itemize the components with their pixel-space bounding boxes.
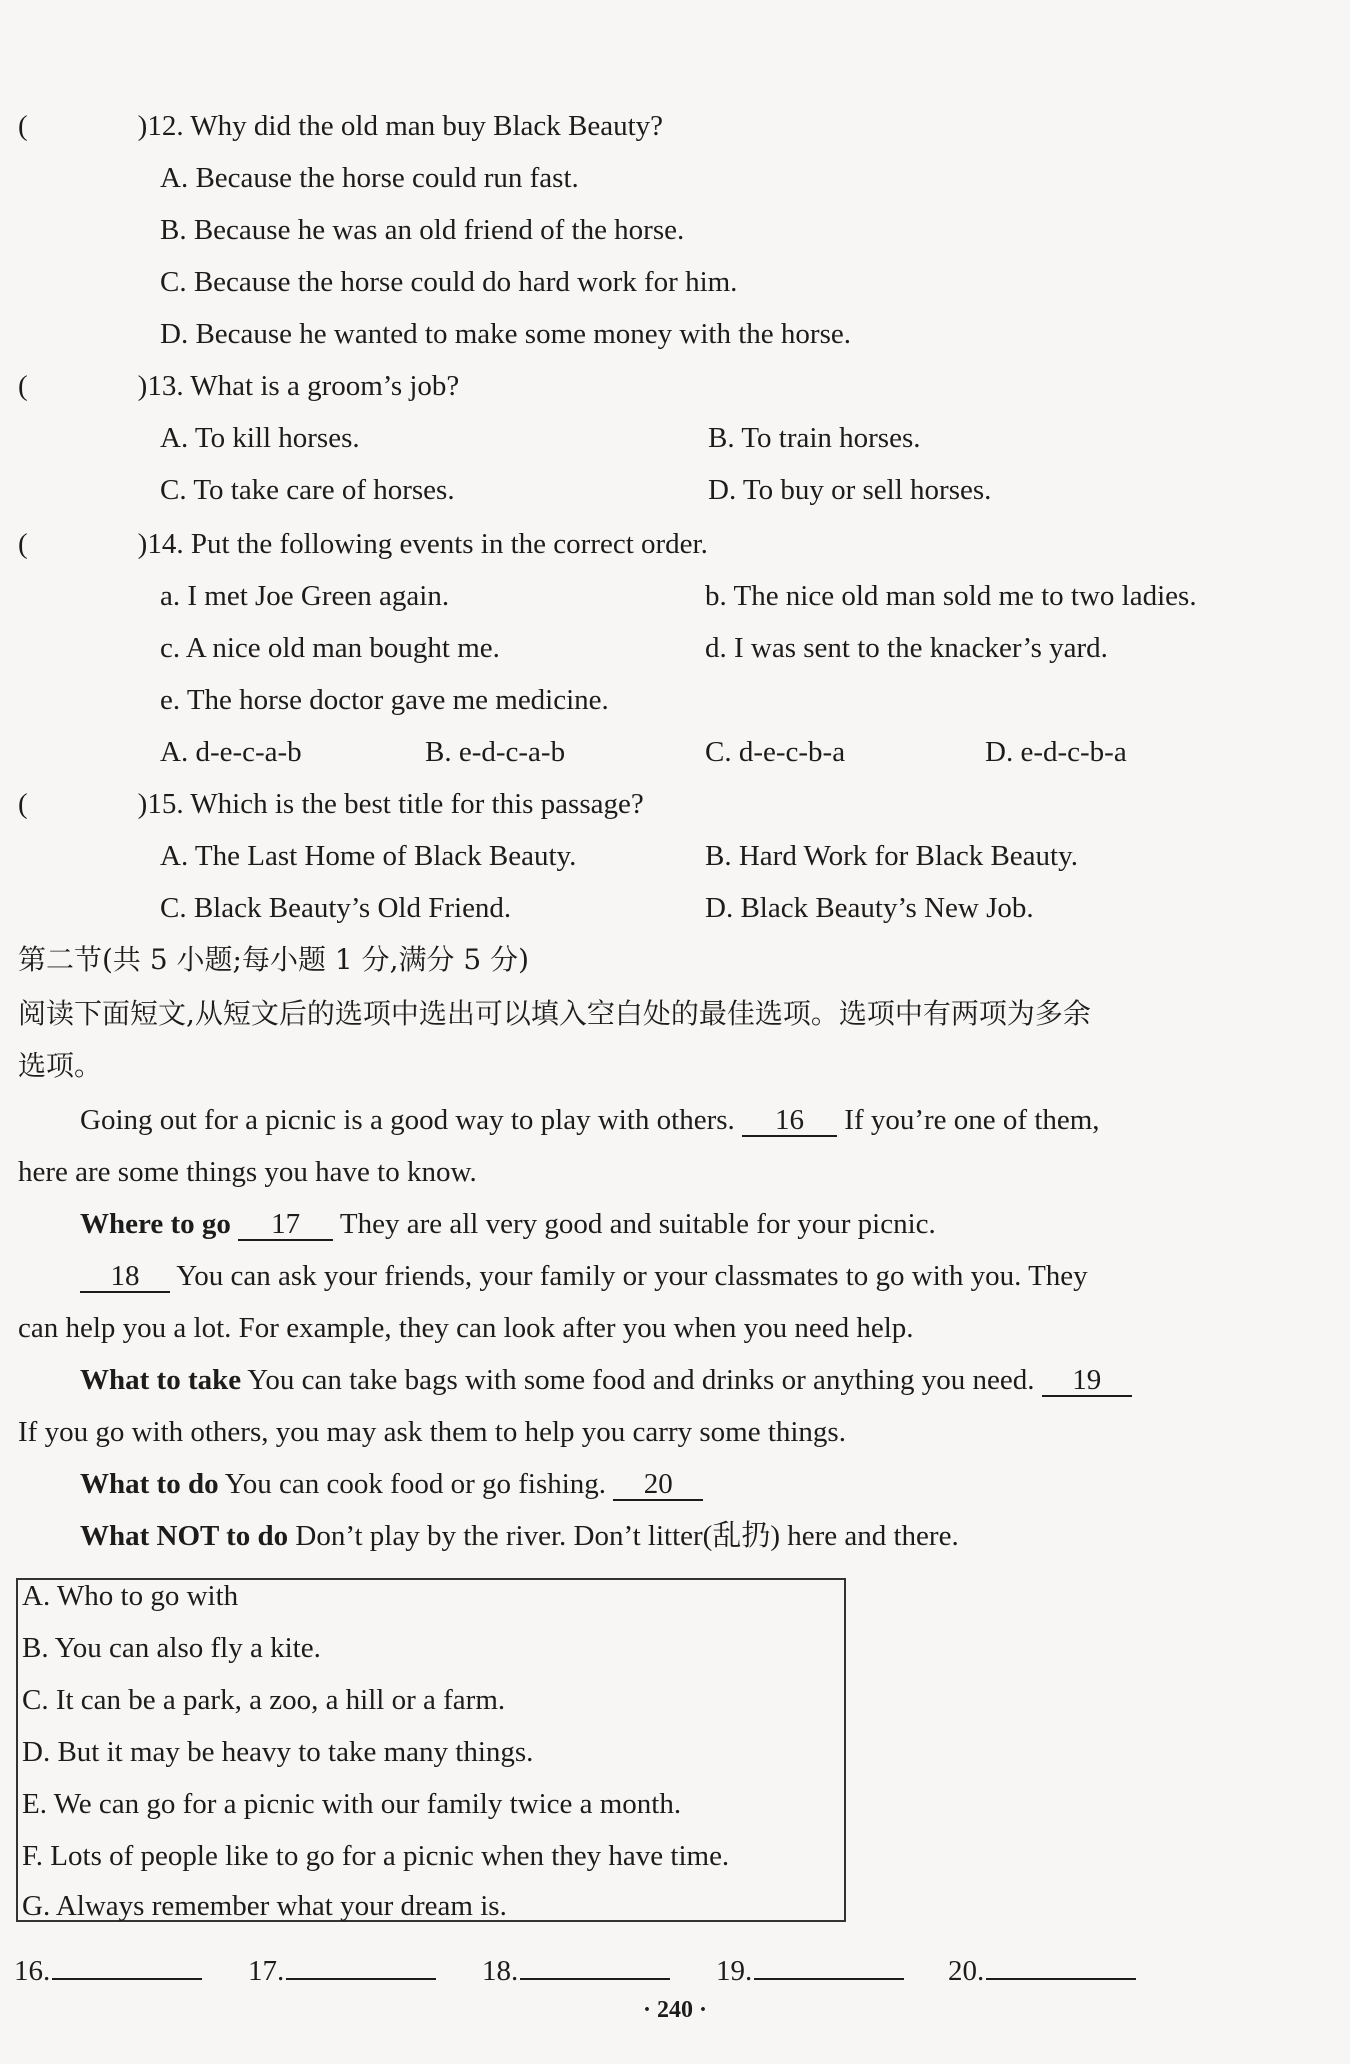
do-label: What to do	[80, 1468, 219, 1500]
passage-line: Where to go 17 They are all very good and suitable for your picnic.	[80, 1208, 936, 1240]
question-stem: )12. Why did the old man buy Black Beauty?	[137, 110, 664, 142]
question-13	[18, 368, 459, 404]
option: D. e-d-c-b-a	[985, 736, 1127, 768]
blank-16: 16	[742, 1105, 837, 1137]
option: B. Hard Work for Black Beauty.	[705, 840, 1078, 872]
choice-item: G. Always remember what your dream is.	[22, 1890, 507, 1922]
choice-item: B. You can also fly a kite.	[22, 1632, 321, 1664]
answer-20-field[interactable]	[986, 1948, 1136, 1980]
answer-18-field[interactable]	[520, 1948, 670, 1980]
passage-line: What NOT to do Don’t play by the river. Don’t litter(乱扔) here and there.	[80, 1520, 959, 1552]
option: C. d-e-c-b-a	[705, 736, 846, 768]
event-item: a. I met Joe Green again.	[160, 580, 450, 612]
blank-17: 17	[238, 1209, 333, 1241]
choice-item: D. But it may be heavy to take many things.	[22, 1736, 534, 1768]
option: B. To train horses.	[708, 422, 921, 454]
answer-paren: (	[18, 110, 28, 142]
event-item: d. I was sent to the knacker’s yard.	[705, 632, 1108, 664]
question-14	[18, 526, 708, 562]
question-stem: )14. Put the following events in the correct order.	[137, 528, 708, 560]
passage-line: 18 You can ask your friends, your family or your classmates to go with you. They	[80, 1258, 1088, 1294]
answer-20: 20.	[948, 1948, 1136, 1989]
question-stem: )15. Which is the best title for this passage?	[137, 788, 644, 820]
blank-18: 18	[80, 1261, 170, 1293]
not-label: What NOT to do	[80, 1520, 289, 1552]
passage-line: Going out for a picnic is a good way to play with others. 16 If you’re one of them,	[80, 1104, 1100, 1136]
section-heading: 第二节(共 5 小题;每小题 1 分,满分 5 分)	[18, 943, 530, 976]
option: A. Because the horse could run fast.	[160, 162, 579, 194]
option: C. Black Beauty’s Old Friend.	[160, 892, 512, 924]
question-stem: )13. What is a groom’s job?	[137, 370, 460, 402]
blank-19: 19	[1042, 1365, 1132, 1397]
option: B. e-d-c-a-b	[425, 736, 566, 768]
answer-paren: (	[18, 788, 28, 820]
passage-line: What to do You can cook food or go fishing. 20	[80, 1466, 703, 1502]
event-item: b. The nice old man sold me to two ladies.	[705, 580, 1197, 612]
answer-17-field[interactable]	[286, 1948, 436, 1980]
page-number: · 240 ·	[642, 1997, 707, 2023]
answer-paren: (	[18, 528, 28, 560]
choice-item: C. It can be a park, a zoo, a hill or a farm.	[22, 1684, 506, 1716]
option: A. To kill horses.	[160, 422, 360, 454]
passage-line: If you go with others, you may ask them to help you carry some things.	[18, 1416, 846, 1448]
where-label: Where to go	[80, 1208, 231, 1240]
option: C. Because the horse could do hard work for him.	[160, 266, 738, 298]
question-15	[18, 786, 644, 822]
blank-20: 20	[613, 1469, 703, 1501]
answer-19-field[interactable]	[754, 1948, 904, 1980]
option: D. Because he wanted to make some money with the horse.	[160, 318, 851, 350]
option: A. The Last Home of Black Beauty.	[160, 840, 577, 872]
event-item: c. A nice old man bought me.	[160, 632, 500, 664]
option: B. Because he was an old friend of the horse.	[160, 214, 685, 246]
option: C. To take care of horses.	[160, 474, 455, 506]
choice-item: E. We can go for a picnic with our family twice a month.	[22, 1788, 682, 1820]
answer-16-field[interactable]	[52, 1948, 202, 1980]
choice-item: F. Lots of people like to go for a picnic when they have time.	[22, 1840, 730, 1872]
option: D. To buy or sell horses.	[708, 474, 992, 506]
option: D. Black Beauty’s New Job.	[705, 892, 1034, 924]
passage-line: What to take You can take bags with some food and drinks or anything you need. 19	[80, 1362, 1132, 1398]
answer-19: 19.	[716, 1948, 904, 1989]
answer-16: 16.	[14, 1948, 202, 1989]
passage-line: can help you a lot. For example, they can look after you when you need help.	[18, 1312, 914, 1344]
choice-item: A. Who to go with	[22, 1580, 239, 1612]
question-12	[18, 108, 663, 144]
take-label: What to take	[80, 1364, 242, 1396]
section-instruction: 阅读下面短文,从短文后的选项中选出可以填入空白处的最佳选项。选项中有两项为多余	[18, 997, 1091, 1030]
answer-paren: (	[18, 370, 28, 402]
passage-line: here are some things you have to know.	[18, 1156, 477, 1188]
event-item: e. The horse doctor gave me medicine.	[160, 684, 609, 716]
answer-17: 17.	[248, 1948, 436, 1989]
option: A. d-e-c-a-b	[160, 736, 302, 768]
section-instruction-cont: 选项。	[18, 1049, 103, 1082]
answer-18: 18.	[482, 1948, 670, 1989]
